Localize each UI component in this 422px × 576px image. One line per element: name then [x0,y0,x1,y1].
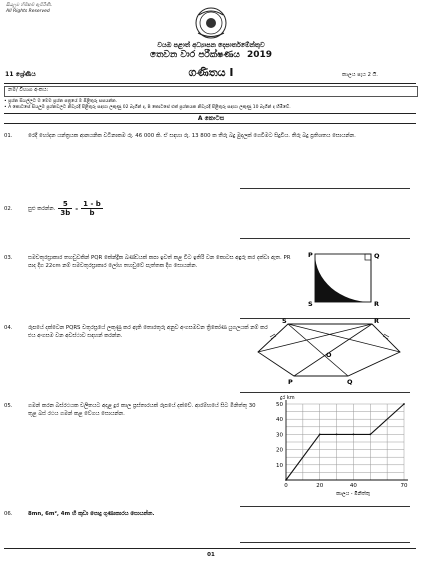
subject-title: ගණිතය I [188,66,234,79]
exam-name: තෙවන වාර පරීක්ෂණය [149,50,240,60]
quadrilateral-figure [250,318,410,388]
instructions [4,99,416,110]
y-tick-label: 50 [276,402,283,408]
fraction-2-numerator: 1 - b [83,200,101,208]
exam-title [0,50,422,60]
y-axis-label: දුර km [280,395,295,401]
time-label: කාලය පැය 2 යි. [342,72,378,78]
x-tick-label: 0 [284,483,288,489]
exam-year: 2019 [246,50,273,60]
question-text: සමචතුරස්‍රාකාර තහඩුවකින් PQR කේන්ද්‍රික ඛණ්ඩයක් කපා ඉවත් කළ විට ඉතිරි වන කොටස අඳුරු කර දක්වා ඇත. PR පාද දිග 22cm නම් සමචතුරස්‍රාකාර ලෝහ තහඩුවේ පැත්තක දිග සොයන්න. [28,255,291,270]
data-point [319,434,321,436]
answer-line [240,238,410,239]
data-point [403,403,405,405]
x-axis-label: කාලය - මිනිත්තු [336,491,370,497]
right-angle-mark [365,254,371,260]
crest-emblem [193,6,229,40]
data-point [369,434,371,436]
fraction-1-denominator: 3b [60,209,71,218]
question-number: 04. [4,325,13,331]
question-number: 06. [4,511,13,517]
y-tick-label: 10 [276,462,283,469]
vertex-p-label: P [288,378,293,386]
y-tick-label: 20 [276,447,283,454]
department-title: වයඹ පළාත් අධ්‍යාපන දෙපාර්තමේන්තුව [157,41,265,49]
vertex-q-label: Q [347,378,353,386]
y-tick-label: 30 [276,432,283,439]
instruction-item: • ප්‍රශ්න සියල්ලට ම මෙම ප්‍රශ්න පත්‍රයේ ම පිළිතුරු සපයන්න. [4,99,118,104]
question-text: රූපයේ දක්වෙන PQRS චතුරස්‍රයේ ලකුණු කර ඇති තොරතුරු අනුව අංගසමවන ත්‍රිකෝණ යුගලයක් නම් කර එය අංගසම වන අවස්ථාව සඳහන් කරන්න. [28,325,268,340]
question-number: 05. [4,403,13,409]
minus-sign: - [75,204,79,213]
vertex-p-label: P [308,251,313,259]
question-number: 03. [4,255,13,261]
instruction-item: • A කොටසේ සියලුම ප්‍රශ්නවලට නිවැරදි පිළිතුරු සඳහා ලකුණු 02 බැගින් ද, B කොටසේ එක් ප්‍රශ්නයක නිවැරදි පිළිතුරු සඳහා ලකුණු 10 බැගින් ද හිමිවේ. [4,104,291,110]
question-text: රෙදි හෝදන යන්ත්‍රයක ආනයනික වටිනාකම රු. 46 000 කි. ඒ සඳහා රු. 13 800 ක තීරු බදු මුදලක් ගෙවිමට සිදුවිය. තීරු බදු ප්‍රතිශතය සොයන්න. [28,133,356,139]
answer-line [240,188,410,189]
vertex-s-label: S [308,300,313,308]
question-text: 8mn, 6m², 4m හි කුඩා පොදු ගුණාකාරය සොයන්න. [28,511,155,517]
section-rule-top [4,113,416,114]
answer-line [240,542,410,543]
name-field[interactable] [4,86,418,97]
rights-english: All Rights Reserved [6,8,50,14]
fraction-1 [58,200,72,217]
section-rule-bottom [4,123,416,124]
fraction-2-denominator: b [89,209,95,218]
vertex-q-label: Q [374,252,380,260]
x-tick-label: 20 [316,483,324,489]
data-point [285,479,287,481]
footer-rule [4,548,416,549]
distance-time-graph [262,392,412,500]
rights-notice [6,3,52,14]
grade-label: 11 ශ්‍රේණිය [5,71,36,78]
data-point [336,434,338,436]
vertex-s-label: S [282,318,287,325]
header-rule [4,83,416,84]
page-number: 01 [207,552,215,558]
question-number: 01. [4,133,13,139]
section-title: A කොටස [197,115,225,122]
rights-sinhala: සියලුම හිමිකම් ඇවිරිණි. [6,3,53,8]
shaded-region [315,254,371,302]
fraction-1-numerator: 5 [58,200,72,209]
question-text-label: සුළු කරන්න. [28,205,56,212]
data-point [353,434,355,436]
question-text [28,200,228,217]
vertex-r-label: R [374,318,380,325]
answer-line [240,506,410,507]
x-tick-label: 40 [349,483,357,489]
y-tick-label: 40 [276,417,283,424]
x-tick-label: 70 [400,483,408,489]
name-label: නම/ විභාග අංකය: [8,87,49,93]
vertex-o-label: O [326,351,332,359]
question-text: ගමන් කරන බස්රථයක චලිතයට අදාළ දුර කාල ප්‍රස්තාරයක් රූපයේ දක්වේ. ආරම්භයේ සිට මිනිත්තු 30 තුළ බස් රථය ගමන් කළ වේගය සොයන්න. [28,403,256,418]
vertex-r-label: R [374,300,380,308]
quadrilateral-outline [258,324,400,376]
sector-figure [305,248,385,308]
question-number: 02. [4,206,13,212]
fraction-2 [81,200,103,217]
